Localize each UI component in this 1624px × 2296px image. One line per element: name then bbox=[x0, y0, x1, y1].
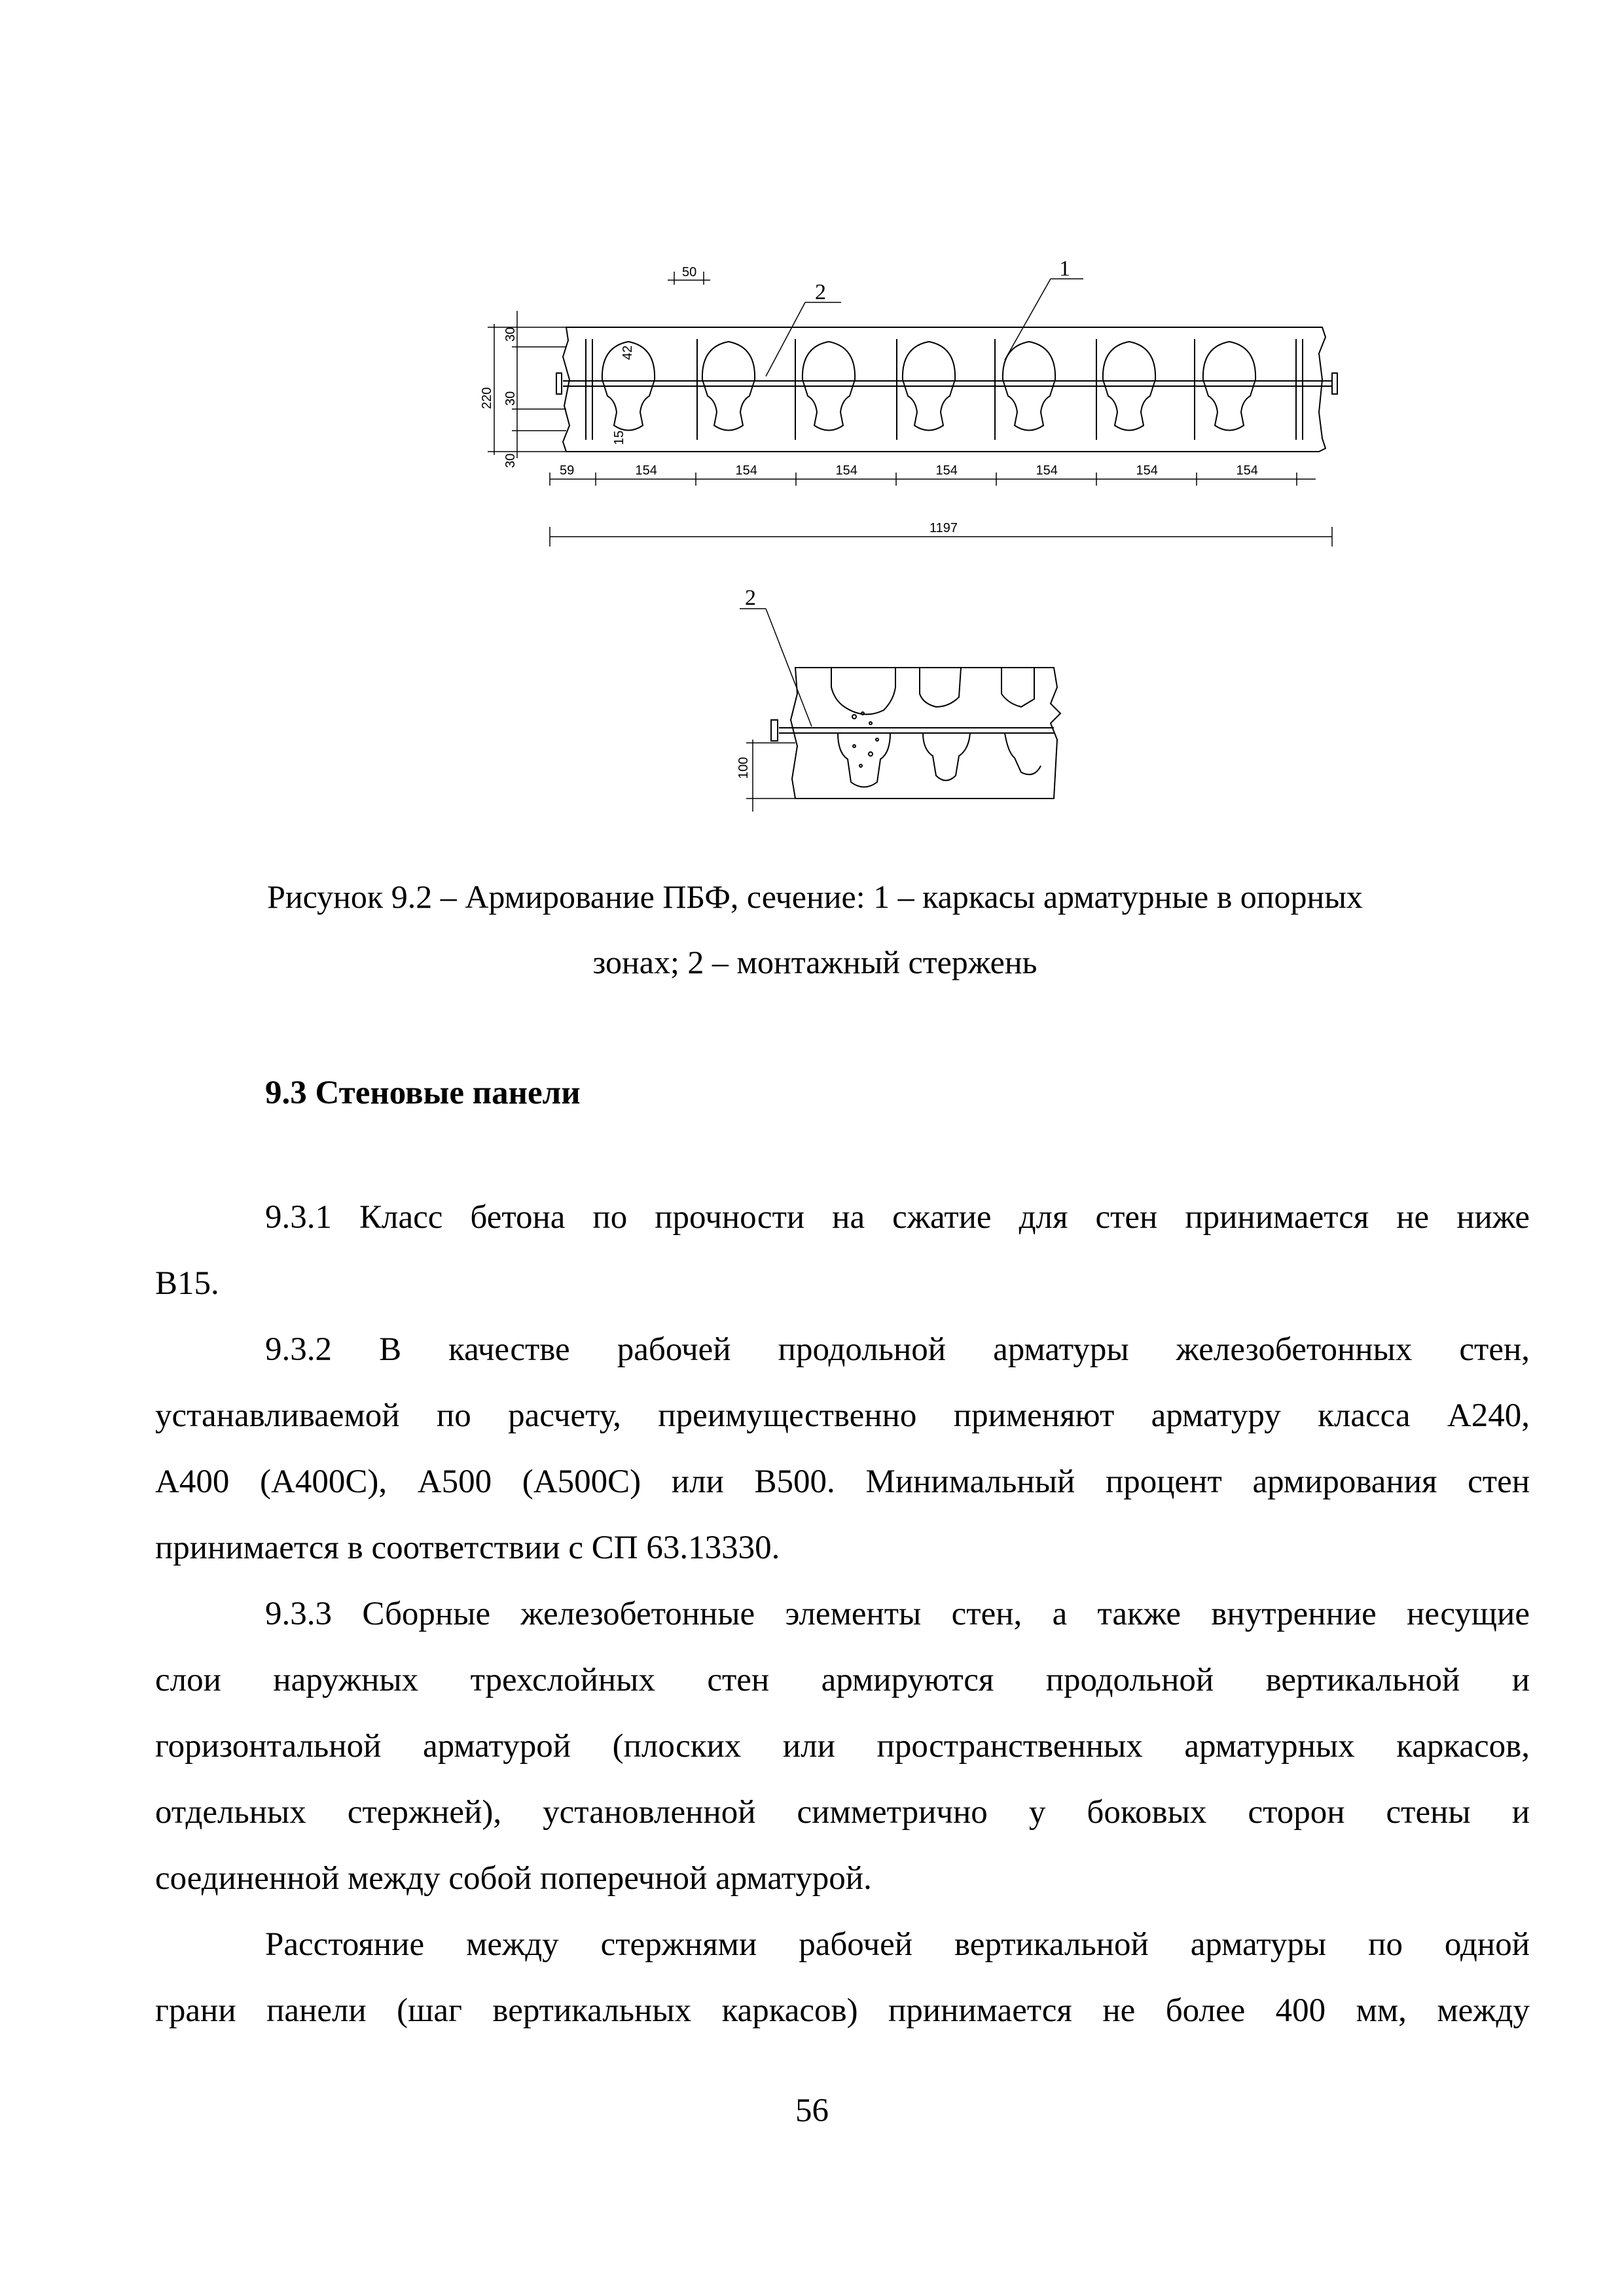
detail-dim-100: 100 bbox=[736, 757, 751, 779]
dim-220: 220 bbox=[480, 387, 494, 409]
paragraph-9-3-2 bbox=[155, 1317, 1530, 1581]
dim-42: 42 bbox=[621, 345, 635, 360]
mounting-rod-detail-drawing bbox=[713, 583, 1093, 818]
detail-callout-2: 2 bbox=[745, 586, 756, 610]
dim-30-top: 30 bbox=[503, 327, 518, 342]
panel-section-drawing bbox=[452, 249, 1348, 563]
text-line: 9.3.2 В качестве рабочей продольной арматуры железобетонных стен, bbox=[265, 1331, 1530, 1368]
text-line: грани панели (шаг вертикальных каркасов) принимается не более 400 мм, между bbox=[155, 1992, 1530, 2029]
dim-chain-label: 154 bbox=[1236, 463, 1258, 478]
text-line: слои наружных трехслойных стен армируются продольной вертикальной и bbox=[155, 1662, 1530, 1698]
dim-chain-label: 59 bbox=[560, 463, 575, 478]
text-line: устанавливаемой по расчету, преимущественно применяют арматуру класса А240, bbox=[155, 1397, 1530, 1434]
dim-30-mid: 30 bbox=[503, 391, 518, 406]
paragraph-9-3-3 bbox=[155, 1581, 1530, 1912]
text-line: 9.3.1 Класс бетона по прочности на сжатие для стен принимается не ниже bbox=[265, 1199, 1530, 1236]
dim-chain-label: 154 bbox=[935, 463, 958, 478]
callout-2: 2 bbox=[815, 280, 826, 304]
text-line: 9.3.3 Сборные железобетонные элементы стен, а также внутренние несущие bbox=[265, 1596, 1530, 1632]
text-line: отдельных стержней), установленной симметрично у боковых сторон стены и bbox=[155, 1794, 1530, 1831]
caption-line-2: зонах; 2 – монтажный стержень bbox=[592, 944, 1038, 980]
dim-total-1197: 1197 bbox=[929, 521, 958, 535]
dim-30-bottom: 30 bbox=[503, 453, 518, 468]
dim-chain-label: 154 bbox=[735, 463, 757, 478]
dim-15: 15 bbox=[612, 430, 626, 445]
paragraph-9-3-1 bbox=[155, 1185, 1530, 1317]
dim-50: 50 bbox=[682, 265, 697, 279]
text-line: В15. bbox=[155, 1265, 219, 1302]
page-number: 56 bbox=[795, 2092, 829, 2129]
text-line: принимается в соответствии с СП 63.13330. bbox=[155, 1530, 780, 1566]
dim-chain-label: 154 bbox=[835, 463, 857, 478]
text-line: горизонтальной арматурой (плоских или пространственных арматурных каркасов, bbox=[155, 1728, 1530, 1765]
dim-chain-label: 154 bbox=[635, 463, 657, 478]
text-line: А400 (А400С), А500 (А500С) или В500. Минимальный процент армирования стен bbox=[155, 1463, 1530, 1500]
dim-chain-label: 154 bbox=[1136, 463, 1158, 478]
dim-chain-label: 154 bbox=[1036, 463, 1058, 478]
figure-caption bbox=[144, 864, 1486, 995]
section-heading: 9.3 Стеновые панели bbox=[265, 1075, 581, 1111]
text-line: соединенной между собой поперечной арматурой. bbox=[155, 1860, 872, 1897]
caption-line-1: Рисунок 9.2 – Армирование ПБФ, сечение: 1 – каркасы арматурные в опорных bbox=[267, 878, 1363, 915]
text-line: Расстояние между стержнями рабочей вертикальной арматуры по одной bbox=[265, 1926, 1530, 1963]
paragraph-spacing bbox=[155, 1912, 1530, 2044]
callout-1: 1 bbox=[1059, 257, 1070, 281]
